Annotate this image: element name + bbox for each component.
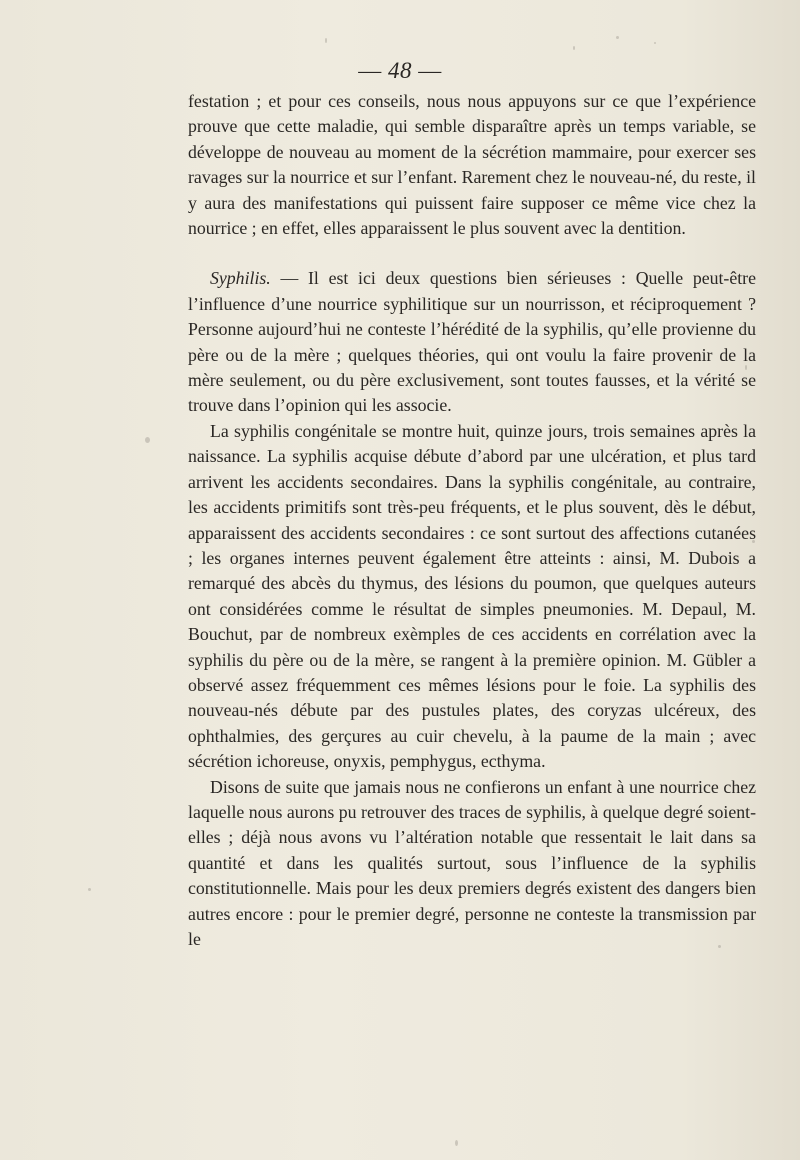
paragraph-text: festation ; et pour ces conseils, nous nous appuyons sur ce que l’expérience prouve que cette maladie, qui semble disparaître après un temps variable, se développe de nouveau au moment de la sécrétion mammaire, pour exercer ses ravages sur la nourrice et sur l’enfant. Rarement chez le nouveau-né, du reste, il y aura des manifestations qui puissent faire supposer ce même vice chez la nourrice ; en effet, elles apparaissent le plus souvent avec la dentition. <box>188 91 756 239</box>
paragraph <box>188 419 756 775</box>
page-number: — 48 — <box>358 58 442 83</box>
scan-speck <box>325 38 327 43</box>
scan-speck <box>455 1140 458 1146</box>
scan-speck <box>145 437 150 443</box>
scan-speck <box>88 888 91 891</box>
paragraph-text: Disons de suite que jamais nous ne confierons un enfant à une nourrice chez laquelle nous aurons pu retrouver des traces de syphilis, à quelque degré soient-elles ; déjà nous avons vu l’altération notable que ressentait le lait dans sa quantité et dans les qualités surtout, sous l’influence de la syphilis constitutionnelle. Mais pour les deux premiers degrés existent des dangers bien autres encore : pour le premier degré, personne ne conteste la transmission par le <box>188 776 756 949</box>
scan-speck <box>616 36 619 39</box>
page-number-value: 48 <box>388 58 412 83</box>
section-lead-syphilis: Syphilis. <box>210 268 271 289</box>
paragraph <box>188 89 756 241</box>
paragraph <box>188 775 756 953</box>
body-text <box>188 89 756 952</box>
scan-speck <box>573 46 575 50</box>
scan-speck <box>654 42 656 44</box>
paragraph-text: La syphilis congénitale se montre huit, quinze jours, trois semaines après la naissance. La syphilis acquise débute d’abord par une ulcération, et plus tard arrivent les accidents secondaires. Dans la syphilis congénitale, au contraire, les accidents primitifs sont très-peu fréquents, et le plus souvent, dès le début, apparaissent des accidents secondaires : ce sont surtout des affections cutanées ; les organes internes peuvent également être atteints : ainsi, M. Dubois a remarqué des abcès du thymus, des lésions du poumon, que quelques auteurs ont considérées comme le résultat de simples pneumonies. M. Depaul, M. Bouchut, par de nombreux exèmples de ces accidents en corrélation avec la syphilis du père ou de la mère, se rangent à la première opinion. M. Gübler a observé assez fréquemment ces mêmes lésions pour le foie. La syphilis des nouveau-nés débute par des pustules plates, des coryzas ulcéreux, des ophthalmies, des gerçures au cuir chevelu, à la paume de la main ; avec sécrétion ichoreuse, onyxis, pemphygus, ecthyma. <box>188 420 756 772</box>
paragraph-gap <box>188 241 756 266</box>
paragraph-text: — Il est ici deux questions bien sérieuses : Quelle peut-être l’influence d’une nourrice syphilitique sur un nourrisson, et réciproquement ? Personne aujourd’hui ne conteste l’hérédité de la syphilis, qu’elle provienne du père ou de la mère ; quelques théories, qui ont voulu la faire provenir de la mère seulement, ou du père exclusivement, sont toutes fausses, et la vérité se trouve dans l’opinion qui les associe. <box>188 268 756 416</box>
paragraph-syphilis <box>188 266 756 418</box>
